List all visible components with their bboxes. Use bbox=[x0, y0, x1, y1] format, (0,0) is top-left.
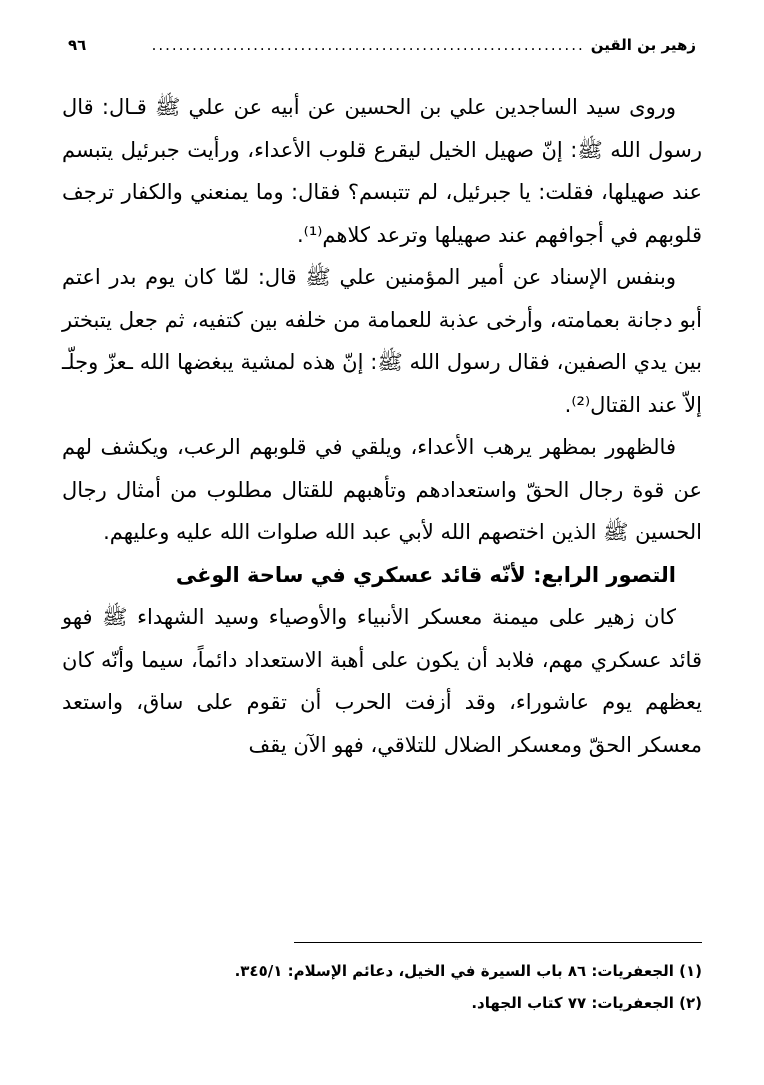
footnote-separator bbox=[294, 942, 702, 943]
footnotes bbox=[62, 955, 702, 1019]
page-header bbox=[62, 30, 702, 60]
paragraph-abu-dujana: وبنفس الإسناد عن أمير المؤمنين علي ﷺ قال: لمّا كان يوم بدر اعتم أبو دجانة بعمامته، وأرخى عذبة للعمامة من خلفه بين كتفيه، ثم جعل يتبختر بين يدي الصفين، فقال رسول الله ﷺ: إنّ هذه لمشية يبغضها الله ـعزّ وجلّـ إلاّ عند القتال⁽²⁾. bbox=[62, 265, 702, 417]
footnote-2: (٢) الجعفريات: ٧٧ كتاب الجهاد. bbox=[471, 994, 702, 1012]
section-heading: التصور الرابع: لأنّه قائد عسكري في ساحة الوغى bbox=[175, 562, 676, 587]
footnote-1: (١) الجعفريات: ٨٦ باب السيرة في الخيل، دعائم الإسلام: ٣٤٥/١. bbox=[234, 962, 702, 980]
main-text bbox=[62, 86, 702, 766]
paragraph-hadith-horses: وروى سيد الساجدين علي بن الحسين عن أبيه عن علي ﷺ قـال: قال رسول الله ﷺ: إنّ صهيل الخيل ليقرع قلوب الأعداء، ورأيت جبرئيل يتبسم عند صهيلها، فقلت: يا جبرئيل، لم تتبسم؟ فقال: وما يمنعني والكفار ترجف قلوبهم في أجوافهم عند صهيلها وترعد كلاهم⁽¹⁾. bbox=[62, 95, 702, 247]
paragraph-appearance: فالظهور بمظهر يرهب الأعداء، ويلقي في قلوبهم الرعب، ويكشف لهم عن قوة رجال الحقّ واستعدادهم وتأهبهم للقتال مطلوب من أمثال رجال الحسين ﷺ الذين اختصهم الله لأبي عبد الله صلوات الله عليه وعليهم. bbox=[62, 435, 702, 544]
page-number: ٩٦ bbox=[68, 36, 87, 54]
header-leader-dots: ................................................................ bbox=[151, 36, 585, 54]
paragraph-zuhair-commander: كان زهير على ميمنة معسكر الأنبياء والأوصياء وسيد الشهداء ﷺ فهو قائد عسكري مهم، فلابد أن يكون على أهبة الاستعداد دائماً، سيما وأنّه كان يعظهم يوم عاشوراء، وقد أزفت الحرب أن تقوم على ساق، واستعد معسكر الحقّ ومعسكر الضلال للتلاقي، فهو الآن يقف bbox=[62, 605, 702, 757]
running-title: زهير بن القين bbox=[590, 36, 696, 54]
